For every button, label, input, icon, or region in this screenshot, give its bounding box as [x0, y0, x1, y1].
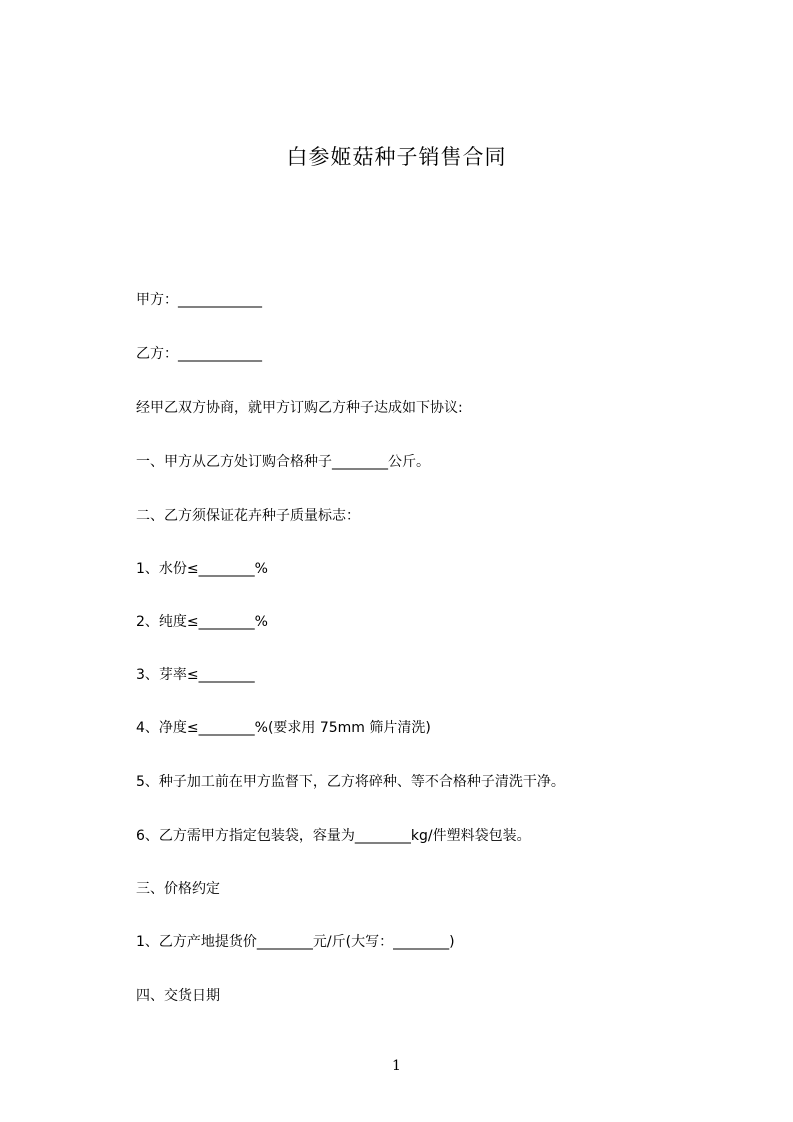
clause-1: 一、甲方从乙方处订购合格种子________公斤。: [136, 454, 430, 470]
quality-item-moisture: 1、水份≤________%: [136, 561, 268, 577]
clause-2-heading: 二、乙方须保证花卉种子质量标志：: [136, 508, 360, 524]
party-b-line: 乙方：____________: [136, 346, 262, 362]
price-item-1: 1、乙方产地提货价________元/斤(大写：________): [136, 934, 455, 950]
page-number: 1: [392, 1058, 401, 1074]
page-title: 白参姬菇种子销售合同: [286, 145, 507, 169]
clause-3-heading: 三、价格约定: [136, 881, 220, 897]
party-a-line: 甲方：____________: [136, 292, 262, 308]
quality-item-purity: 2、纯度≤________%: [136, 614, 268, 630]
quality-item-cleanliness: 4、净度≤________%(要求用 75mm 筛片清洗): [136, 720, 431, 736]
quality-item-packaging: 6、乙方需甲方指定包装袋，容量为________kg/件塑料袋包装。: [136, 828, 531, 844]
clause-4-heading: 四、交货日期: [136, 988, 220, 1004]
intro-paragraph: 经甲乙双方协商，就甲方订购乙方种子达成如下协议:: [136, 400, 463, 416]
quality-item-germination: 3、芽率≤________: [136, 667, 255, 683]
quality-item-cleaning: 5、种子加工前在甲方监督下，乙方将碎种、等不合格种子清洗干净。: [136, 774, 565, 790]
